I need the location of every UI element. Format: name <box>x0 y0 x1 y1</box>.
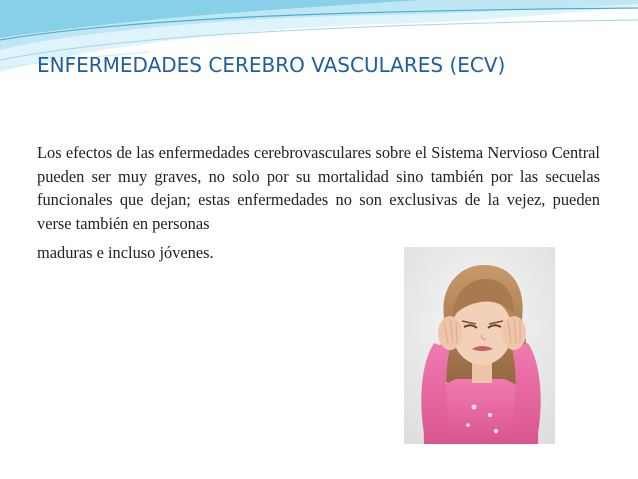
child-covering-ears-photo <box>404 247 555 444</box>
body-text <box>37 141 600 265</box>
slide-title: ENFERMEDADES CEREBRO VASCULARES (ECV) <box>37 53 506 77</box>
paragraph-end: maduras e incluso jóvenes. <box>37 243 214 262</box>
paragraph-main: Los efectos de las enfermedades cerebrovasculares sobre el Sistema Nervioso Central pueden ser muy graves, no solo por su mortalidad sino también por las secuelas funcionales que dejan; estas enfermedades no son exclusivas de la vejez, pueden verse también en personas <box>37 143 600 233</box>
